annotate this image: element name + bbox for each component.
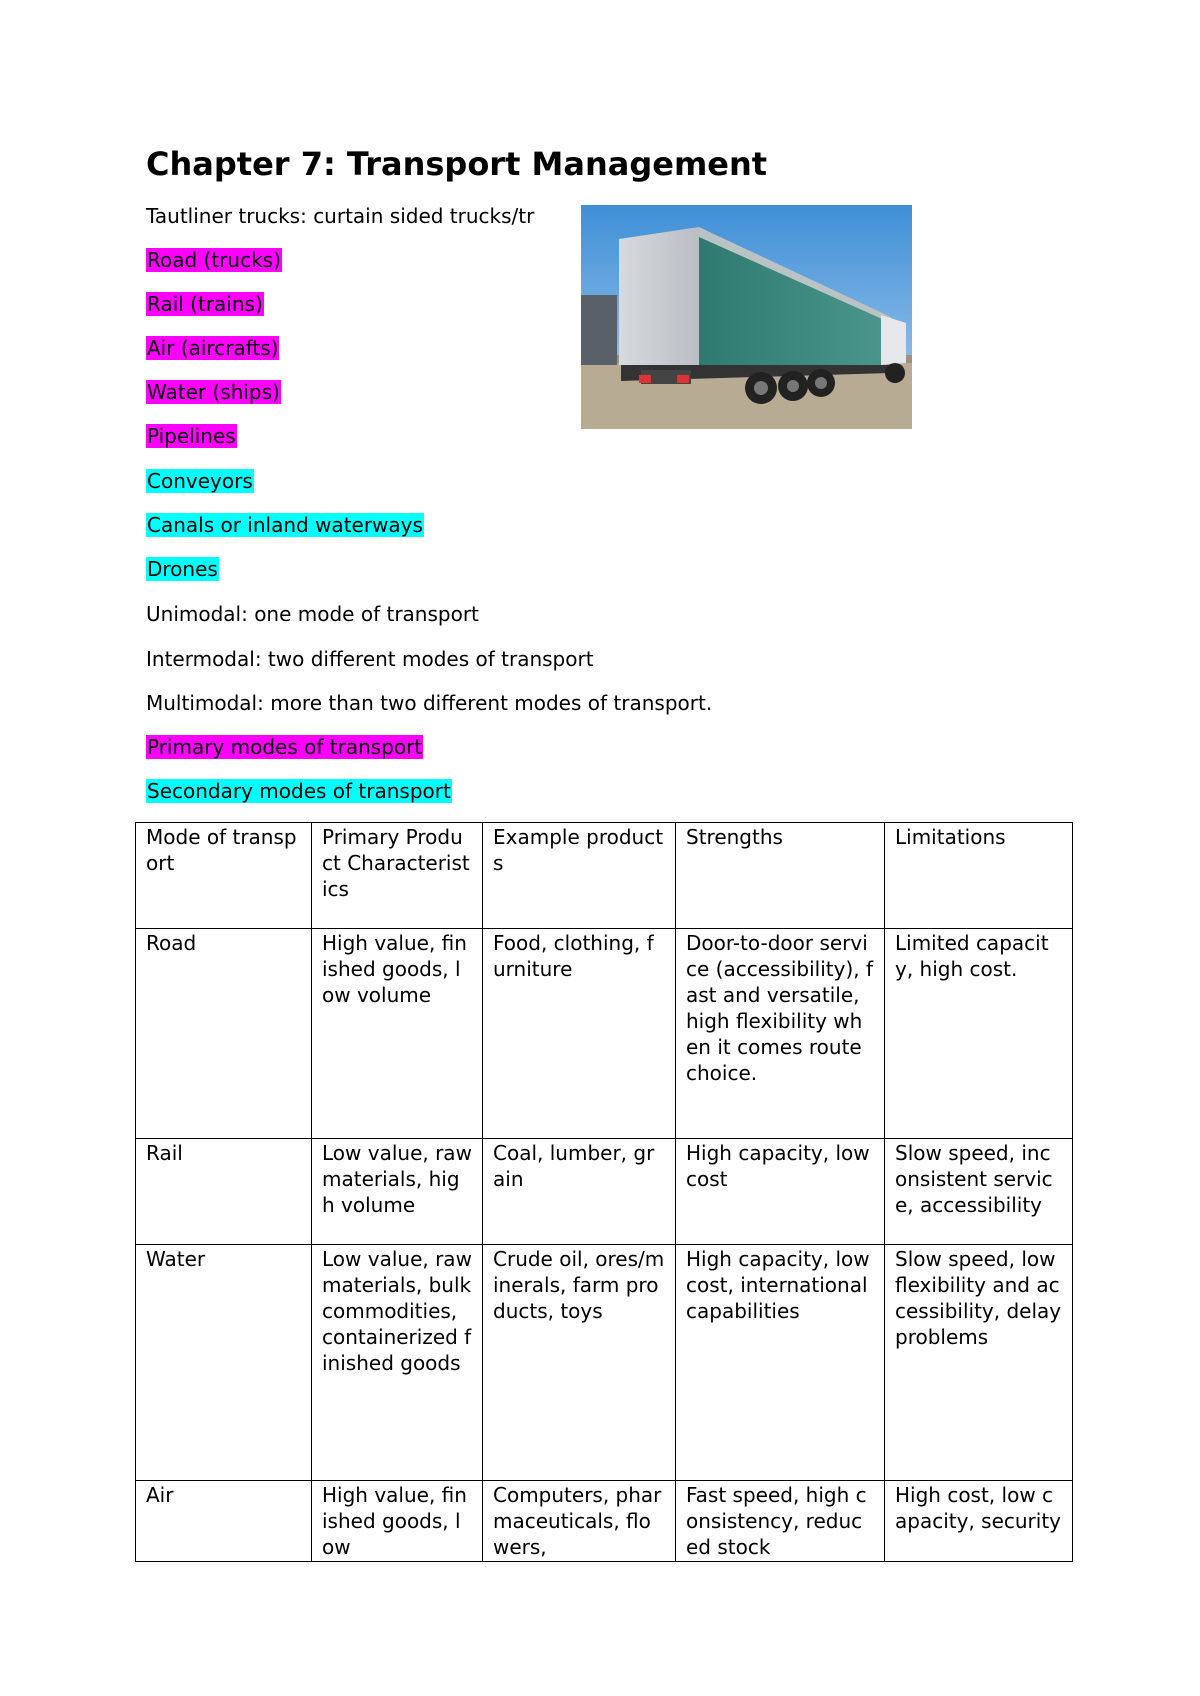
mode-drones [146, 555, 219, 583]
mode-water [146, 378, 281, 406]
table-cell [885, 1481, 1073, 1562]
table-cell [312, 1481, 483, 1562]
table-cell: Water [136, 1245, 312, 1481]
table-cell: Slow speed, inconsistent service, accessibility [885, 1139, 1073, 1245]
truck-photo [581, 205, 912, 429]
secondary-modes-line [146, 777, 452, 805]
cell-text: Fast speed, high consistency, reduced stock [686, 1483, 867, 1559]
mode-conveyors [146, 467, 254, 495]
cell-text: Computers, pharmaceuticals, flowers, [493, 1483, 662, 1559]
highlighted-text: Secondary modes of transport [147, 779, 451, 803]
highlighted-text: Canals or inland waterways [147, 513, 423, 537]
table-header-cell: Strengths [676, 823, 885, 929]
table-row [136, 1481, 1073, 1562]
highlighted-text: Air (aircrafts) [147, 336, 279, 360]
page-title: Chapter 7: Transport Management [146, 145, 768, 183]
cell-text: Air [146, 1483, 174, 1507]
table-cell: High capacity, low cost, international capabilities [676, 1245, 885, 1481]
highlighted-text: Conveyors [147, 469, 253, 493]
definition-intermodal: Intermodal: two different modes of transport [146, 647, 594, 671]
highlighted-text: Pipelines [147, 424, 236, 448]
highlighted-text: Water (ships) [147, 380, 280, 404]
primary-modes-line [146, 733, 423, 761]
table-cell: Door-to-door service (accessibility), fast and versatile, high flexibility when it comes route choice. [676, 929, 885, 1139]
highlighted-text: Rail (trains) [147, 292, 263, 316]
mode-air [146, 334, 279, 362]
table-header-cell: Mode of transport [136, 823, 312, 929]
highlighted-text: Primary modes of transport [147, 735, 423, 759]
intro-text: Tautliner trucks: curtain sided trucks/tr [146, 204, 535, 228]
table-cell: Low value, raw materials, high volume [312, 1139, 483, 1245]
table-row [136, 1139, 1073, 1245]
table-cell: Low value, raw materials, bulk commodities, containerized finished goods [312, 1245, 483, 1481]
table-cell: High capacity, low cost [676, 1139, 885, 1245]
mode-rail [146, 290, 264, 318]
table-header-cell: Limitations [885, 823, 1073, 929]
table-cell: Food, clothing, furniture [483, 929, 676, 1139]
table-header-cell: Primary Product Characteristics [312, 823, 483, 929]
table-cell: High value, finished goods, low volume [312, 929, 483, 1139]
table-cell: Slow speed, low flexibility and accessibility, delay problems [885, 1245, 1073, 1481]
table-header-row [136, 823, 1073, 929]
mode-pipelines [146, 422, 237, 450]
cell-text: High value, finished goods, low [322, 1483, 467, 1559]
transport-modes-table [135, 822, 1073, 1562]
table-header-cell: Example products [483, 823, 676, 929]
mode-road [146, 246, 282, 274]
definition-unimodal: Unimodal: one mode of transport [146, 602, 479, 626]
table-cell [136, 1481, 312, 1562]
table-row [136, 1245, 1073, 1481]
table-cell: Limited capacity, high cost. [885, 929, 1073, 1139]
cell-text: High cost, low capacity, security [895, 1483, 1062, 1533]
table-cell [483, 1481, 676, 1562]
definition-multimodal: Multimodal: more than two different modes of transport. [146, 691, 713, 715]
mode-canals [146, 511, 424, 539]
table-cell: Rail [136, 1139, 312, 1245]
table-row [136, 929, 1073, 1139]
table-cell [676, 1481, 885, 1562]
table-cell: Coal, lumber, grain [483, 1139, 676, 1245]
highlighted-text: Road (trucks) [147, 248, 281, 272]
highlighted-text: Drones [147, 557, 218, 581]
table-cell: Road [136, 929, 312, 1139]
table-cell: Crude oil, ores/minerals, farm products, toys [483, 1245, 676, 1481]
